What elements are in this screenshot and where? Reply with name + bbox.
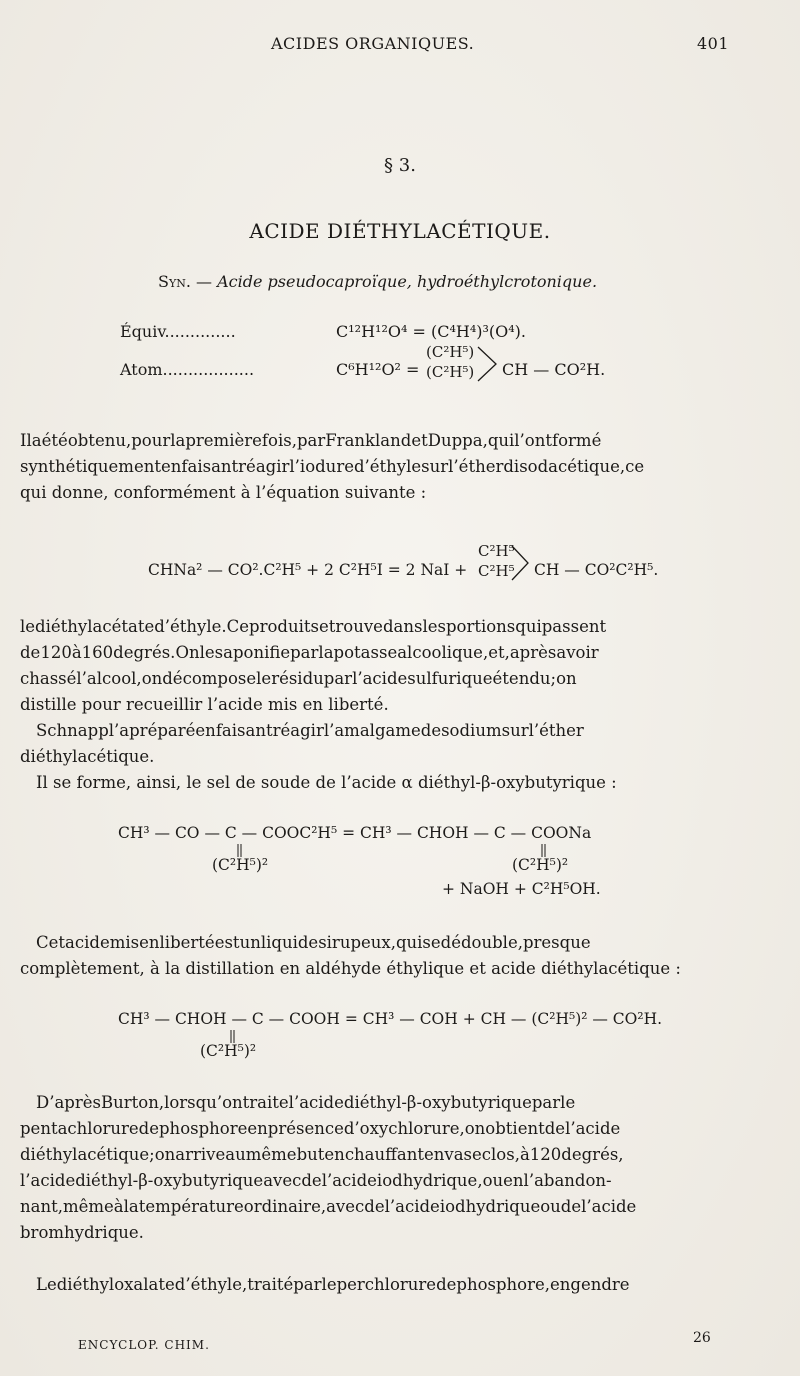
word: le (560, 1093, 576, 1112)
word: sodium (441, 721, 502, 740)
word: diéthylacétique (20, 1145, 150, 1164)
atom-formula-branch (426, 342, 474, 382)
text-line (20, 428, 724, 454)
section-number: § 3. (384, 155, 416, 176)
word: décompose (162, 669, 257, 688)
word: l’acide (321, 1171, 377, 1190)
word: sur (421, 457, 449, 476)
word: l’éther (448, 457, 504, 476)
equation-2-substituent-left: (C²H⁵)² (212, 856, 269, 874)
word: on (141, 669, 163, 688)
text-line: diéthylacétique. (20, 747, 155, 766)
paragraph-6-cont (20, 1116, 724, 1246)
word: On (175, 643, 200, 662)
word: le (256, 669, 272, 688)
word: les (422, 617, 446, 636)
word: de (420, 721, 442, 740)
text-line: Il se forme, ainsi, le sel de soude de l’acide α diéthyl-β-oxybutyrique : (36, 773, 617, 792)
word: degrés, (561, 1145, 624, 1164)
word: en (139, 933, 160, 952)
word: Cet (36, 933, 66, 952)
paragraph-4 (36, 770, 724, 796)
word: sirupeux, (318, 933, 396, 952)
text-line (20, 640, 724, 666)
word: d’éthyle (353, 457, 422, 476)
text-line (20, 614, 724, 640)
word: étendu; (492, 669, 557, 688)
word: au (225, 1145, 246, 1164)
word: le (20, 617, 36, 636)
word: avec (326, 1197, 365, 1216)
word: diéthyl-β-oxybutyrique (75, 1171, 264, 1190)
paragraph-3 (36, 718, 724, 744)
word: on (464, 1119, 486, 1138)
word: en (503, 1171, 524, 1190)
synonyms-dash: — (190, 272, 218, 291)
word: première (185, 431, 262, 450)
word: par (323, 669, 353, 688)
atom-branch-top: (C²H⁵) (426, 343, 475, 361)
word: engendre (550, 1275, 630, 1294)
paragraph-6 (36, 1090, 724, 1116)
word: presque (522, 933, 591, 952)
word: en (160, 457, 182, 476)
word: la (170, 431, 186, 450)
word: se (310, 617, 329, 636)
text-line: qui donne, conformément à l’équation suivante : (20, 483, 427, 502)
word: ou (540, 1197, 561, 1216)
text-line (36, 930, 724, 956)
page-number: 401 (697, 34, 730, 53)
paragraph-3-cont (20, 744, 724, 770)
text-line (20, 1194, 724, 1220)
synonyms-label: Syn. (158, 272, 191, 291)
word: la (123, 1197, 139, 1216)
word: ; (149, 1145, 155, 1164)
paragraph-5 (36, 930, 724, 956)
equation-1-lhs: CHNa² — CO².C²H⁵ + 2 C²H⁵I = 2 NaI + (148, 561, 468, 579)
equation-3-line-1: CH³ — CHOH — C — COOH = CH³ — COH + CH — (C²H⁵)² — CO²H. (118, 1010, 663, 1028)
equation-1-brace (510, 543, 534, 583)
atom-branch-bottom: (C²H⁵) (426, 363, 475, 381)
word: liberté (159, 933, 215, 952)
word: formé (552, 431, 602, 450)
word: en (423, 1145, 445, 1164)
equation-1-branch-top: C²H⁵ (478, 542, 515, 560)
word: d’oxychlorure, (343, 1119, 465, 1138)
word: après (509, 643, 557, 662)
word: Frankland (325, 431, 412, 450)
text-line (20, 1142, 724, 1168)
word: le (199, 643, 215, 662)
word: on (154, 1145, 176, 1164)
word: 160 (81, 643, 114, 662)
word: dans (382, 617, 423, 636)
word: arrive (175, 1145, 226, 1164)
word: l’acide (352, 669, 408, 688)
word: par (531, 1093, 561, 1112)
word: portions (445, 617, 516, 636)
word: lorsqu’on (164, 1093, 243, 1112)
word: perchlorure (336, 1275, 437, 1294)
word: D’après (36, 1093, 101, 1112)
word: réagir (238, 457, 290, 476)
equation-2-substituent-right: (C²H⁵)² (512, 856, 569, 874)
word: disodacétique, (503, 457, 626, 476)
text-line (20, 1168, 724, 1194)
word: avoir (556, 643, 599, 662)
word: avec (263, 1171, 302, 1190)
text-line (20, 1116, 724, 1142)
equation-2-line-3: + NaOH + C²H⁵OH. (442, 880, 601, 898)
word: de (138, 1119, 159, 1138)
word: l’éther (528, 721, 584, 740)
word: but (296, 1145, 325, 1164)
running-title: ACIDES ORGANIQUES. (271, 34, 475, 53)
word: diéthylacétate (35, 617, 155, 636)
word: en (247, 1119, 268, 1138)
footer-signature: ENCYCLOP. CHIM. (78, 1338, 210, 1352)
word: sur (501, 721, 529, 740)
word: l’acide (581, 1197, 637, 1216)
word: faisant (215, 721, 273, 740)
atom-formula-rhs: CH — CO²H. (502, 360, 606, 379)
word: la (318, 643, 334, 662)
word: l’acide (384, 1197, 440, 1216)
word: vase (444, 1145, 482, 1164)
text-line (36, 1090, 724, 1116)
word: faisant (181, 457, 239, 476)
word: en (324, 1145, 345, 1164)
paragraph-2 (20, 614, 724, 718)
word: un (239, 933, 261, 952)
word: clos, (481, 1145, 520, 1164)
word: de (560, 1197, 582, 1216)
word: qui (515, 617, 542, 636)
word: ou (482, 1171, 504, 1190)
word: phosphore, (456, 1275, 551, 1294)
word: en (195, 721, 216, 740)
synonyms-names: Acide pseudocaproïque, hydroéthylcrotonique. (217, 272, 598, 291)
word: par (293, 1275, 322, 1294)
word: diéthyl-β-oxybutyrique (343, 1093, 532, 1112)
word: résidu (271, 669, 324, 688)
word: à (519, 1145, 530, 1164)
word: degrés. (113, 643, 176, 662)
word: présence (267, 1119, 344, 1138)
word: même (62, 1197, 114, 1216)
word: Duppa, (427, 431, 488, 450)
word: d’éthyle, (174, 1275, 248, 1294)
word: passent (541, 617, 607, 636)
word: ce (625, 457, 645, 476)
word: diéthyloxalate (56, 1275, 175, 1294)
word: iodhydrique, (376, 1171, 483, 1190)
word: obtenu, (67, 431, 132, 450)
word: produit (249, 617, 311, 636)
word: se (422, 933, 441, 952)
atom-formula-lhs: C⁶H¹²O² = (336, 360, 420, 379)
word: et (411, 431, 428, 450)
equation-2-line-1: CH³ — CO — C — COOC²H⁵ = CH³ — CHOH — C — COONa (118, 824, 592, 842)
word: qui (487, 431, 515, 450)
word: est (214, 933, 240, 952)
text-line: bromhydrique. (20, 1223, 144, 1242)
word: à (113, 1197, 124, 1216)
word: liquide (260, 933, 319, 952)
word: l’iodure (289, 457, 354, 476)
word: de (364, 1197, 385, 1216)
word: Ce (226, 617, 250, 636)
word: le (321, 1275, 337, 1294)
word: réagir (272, 721, 324, 740)
word: par (290, 643, 319, 662)
text-line (36, 718, 724, 744)
word: pour (131, 431, 171, 450)
word: Il (20, 431, 32, 450)
word: obtient (485, 1119, 545, 1138)
word: iodhydrique (439, 1197, 541, 1216)
word: pentachlorure (20, 1119, 139, 1138)
word: 120 (40, 643, 72, 662)
atom-label: Atom.................. (120, 360, 255, 379)
word: dédouble, (440, 933, 523, 952)
word: chauffant (344, 1145, 424, 1164)
word: préparé (129, 721, 196, 740)
atom-brace (476, 344, 502, 384)
word: l’amalgame (323, 721, 421, 740)
equiv-formula: C¹²H¹²O⁴ = (C⁴H⁴)³(O⁴). (336, 322, 526, 341)
footer-sheet-number: 26 (693, 1330, 711, 1346)
word: et, (488, 643, 510, 662)
word: nant, (20, 1197, 63, 1216)
word: mis (109, 933, 140, 952)
section-heading: ACIDE DIÉTHYLACÉTIQUE. (249, 219, 551, 243)
text-line (20, 666, 724, 692)
word: Le (36, 1275, 57, 1294)
word: l’acide (565, 1119, 621, 1138)
word: chassé (20, 669, 77, 688)
word: à (71, 643, 82, 662)
word: l’acide (288, 1093, 344, 1112)
word: l’ont (514, 431, 552, 450)
word: de (20, 643, 41, 662)
word: saponifie (214, 643, 291, 662)
word: de (436, 1275, 457, 1294)
word: 120 (529, 1145, 562, 1164)
word: qui (395, 933, 423, 952)
word: été (41, 431, 68, 450)
paragraph-1 (20, 428, 724, 506)
word: ordinaire, (243, 1197, 327, 1216)
paragraph-7 (36, 1272, 724, 1298)
word: l’a (108, 721, 130, 740)
word: synthétiquement (20, 457, 161, 476)
word: traite (242, 1093, 289, 1112)
equiv-label: Équiv.............. (120, 322, 236, 341)
word: alcoolique, (397, 643, 489, 662)
word: fois, (261, 431, 297, 450)
word: l’alcool, (76, 669, 142, 688)
word: même (245, 1145, 297, 1164)
word: traité (247, 1275, 294, 1294)
paragraph-5-cont (20, 956, 724, 982)
text-line (36, 1272, 724, 1298)
text-line: complètement, à la distillation en aldéhyde éthylique et acide diéthylacétique : (20, 959, 681, 978)
equation-3-substituent: (C²H⁵)² (200, 1042, 257, 1060)
text-line (20, 454, 724, 480)
word: acide (65, 933, 110, 952)
word: potasse (333, 643, 398, 662)
word: de (301, 1171, 322, 1190)
word: de (544, 1119, 566, 1138)
word: par (296, 431, 326, 450)
word: on (556, 669, 577, 688)
word: l’acide (20, 1171, 76, 1190)
synonyms-line (158, 272, 597, 291)
word: l’abandon- (523, 1171, 612, 1190)
word: Schnapp (36, 721, 109, 740)
word: d’éthyle. (154, 617, 227, 636)
word: sulfurique (407, 669, 493, 688)
equation-1-rhs: CH — CO²C²H⁵. (534, 561, 659, 579)
equation-1-branch-bottom: C²H⁵ (478, 562, 515, 580)
word: a (31, 431, 42, 450)
word: Burton, (101, 1093, 165, 1112)
word: température (138, 1197, 244, 1216)
text-line: distille pour recueillir l’acide mis en liberté. (20, 695, 389, 714)
word: phosphore (159, 1119, 248, 1138)
word: trouve (328, 617, 383, 636)
